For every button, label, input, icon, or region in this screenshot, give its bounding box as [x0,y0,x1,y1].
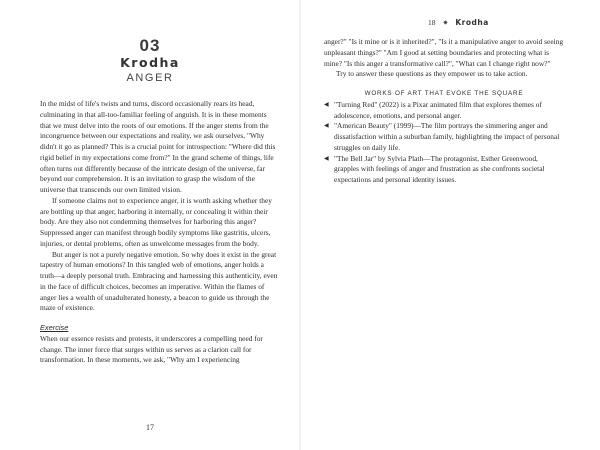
list-item [324,154,564,186]
gutter [299,0,301,450]
bullet-arrow-icon: ◀ [324,155,329,162]
left-body-text [40,99,279,366]
page-number-right: 18 [428,18,436,27]
continued-paragraph: anger?" "Is it mine or is it inherited?", "Is it a manipulative anger to avoid seeing unpleasant things?" "Am I good at setting boundaries and protecting what is mine? "Is this anger a transformative call?", "What can I change right now?" [324,37,564,68]
paragraph: In the midst of life's twists and turns, discord occasionally rears its head, culminating in that all-too-familiar feeling of anguish. It is in these moments that we must delve into the roots of our emotions. If the anger stems from the incongruence between our expectations and reality, we ask ourselves, "Why didn't it go as planned? This is a crucial point for introspection: "Where did this rigid belief in my expectations come from?" In the grand scheme of things, life often turns out differently because of the intricate design of the universe, far beyond our comprehension. It is an invitation to grasp the wisdom of the universe that transcends our own limited vision. [40,99,276,194]
prompt-paragraph: Try to answer these questions as they empower us to take action. [336,69,528,79]
chapter-title: Krodha [120,55,180,70]
paragraph: But anger is not a purely negative emotion. So why does it exist in the great tapestry of human emotions? In this tangled web of emotions, anger holds a truth—a deeply personal truth. Embracing and harnessing this authenticity, even in the face of difficult choices, becomes an imperative. Within the flames of anger lies a wealth of unadulterated honesty, a beacon to guide us through the maze of existence. [40,249,278,313]
list-item-text: "The Bell Jar" by Sylvia Plath—The protagonist, Esther Greenwood, grapples with feelings of anger and frustration as she confronts societal expectations and personal identity issues. [334,153,545,184]
chapter-subtitle: ANGER [126,72,174,84]
bullet-arrow-icon: ◀ [324,101,329,108]
bullet-arrow-icon: ◀ [324,123,329,130]
exercise-heading: Exercise [40,323,69,332]
running-head [428,18,489,27]
list-item [324,121,564,153]
running-head-title: Krodha [455,18,489,27]
list-item [324,100,564,122]
paragraph: If someone claims not to experience anger, it is worth asking whether they are bottling up that anger, harboring it internally, or concealing it within their body. Are they also not condemning themselves for harboring this anger? Suppressed anger can manifest through bodily symptoms like gastritis, ulcers, injuries, or dental problems, often as unwelcome messages from the body. [40,195,272,248]
star-ornament-icon: ✷ [442,18,449,27]
list-item-text: "American Beauty" (1999)—The film portrays the simmering anger and dissatisfaction within a suburban family, highlighting the impact of personal struggles on daily life. [334,121,560,152]
exercise-paragraph: When our essence resists and protests, it underscores a compelling need for change. The inner force that surges within us serves as a clarion call for transformation. In these moments, we ask, "Why am I experiencing [40,333,263,365]
works-heading: WORKS OF ART THAT EVOKE THE SQUARE [364,90,524,97]
list-item-text: "Turning Red" (2022) is a Pixar animated film that explores themes of adolescence, emotions, and personal anger. [334,99,542,120]
page-number-left: 17 [146,423,154,432]
chapter-number: 03 [139,36,161,55]
right-body-text [324,37,564,186]
